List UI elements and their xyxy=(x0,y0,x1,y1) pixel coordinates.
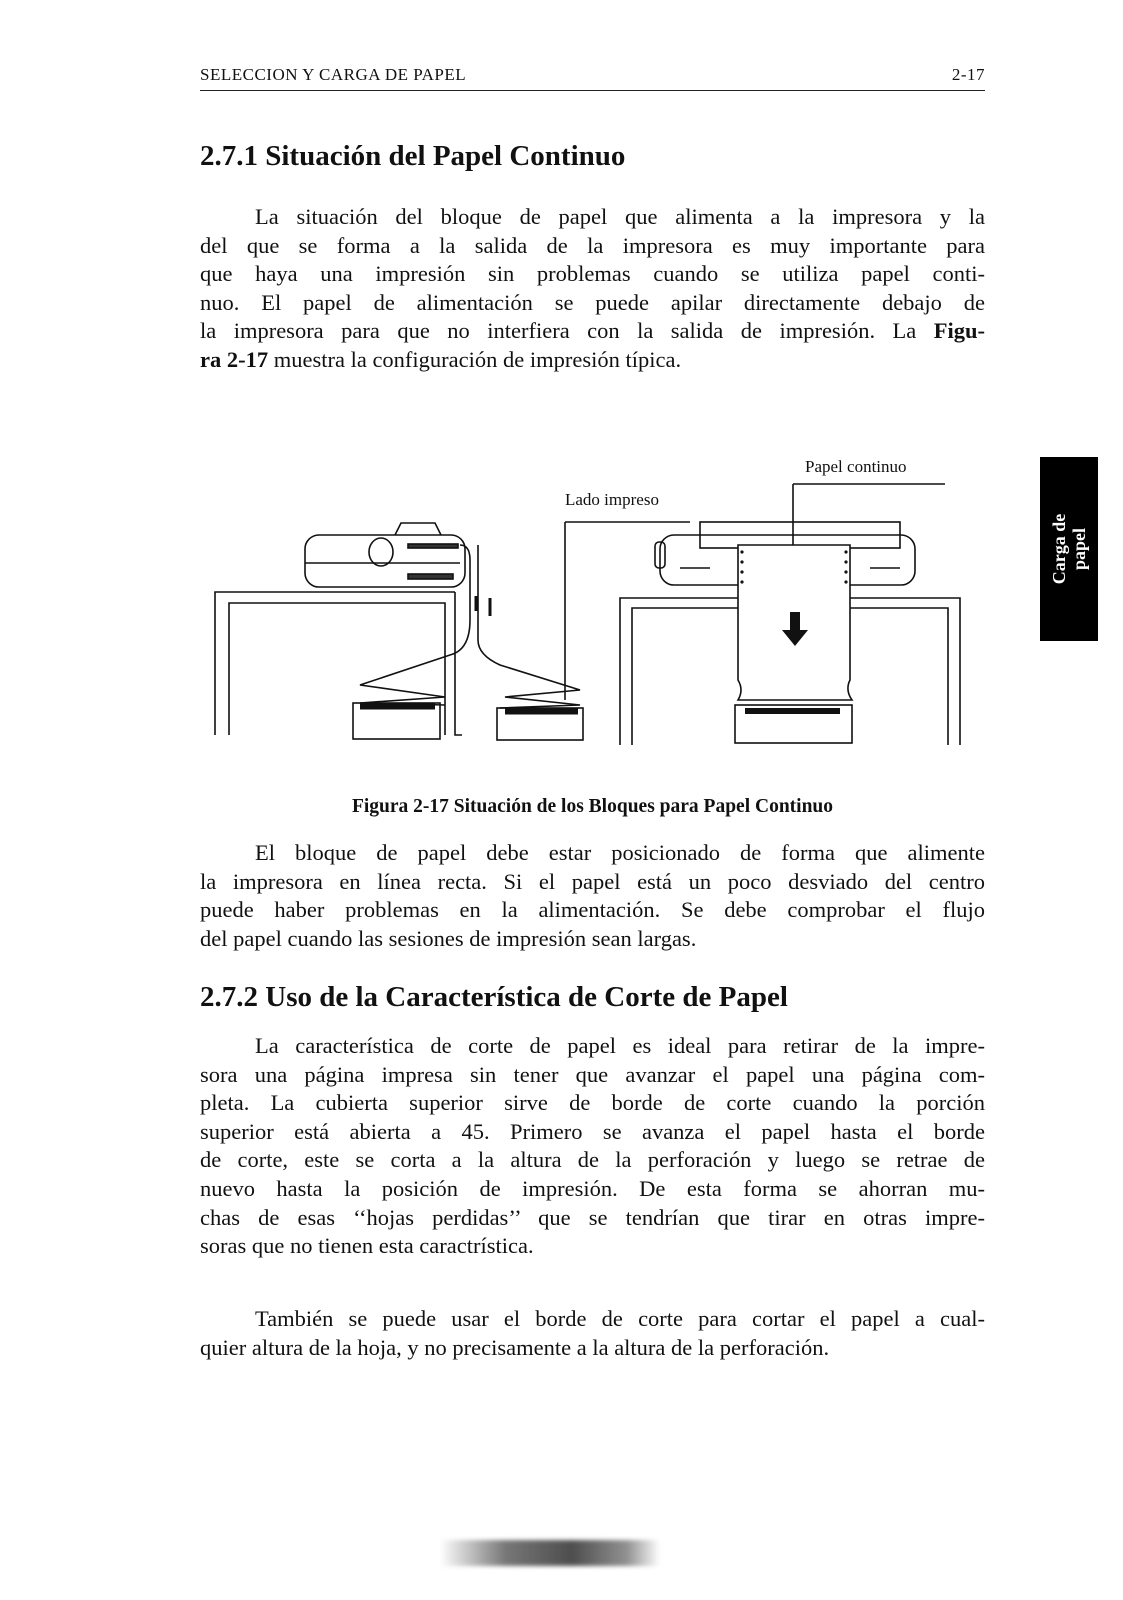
bold-text: ra 2-17 xyxy=(200,346,269,372)
paragraph xyxy=(200,1032,985,1261)
bold-text: Figu- xyxy=(933,318,985,344)
text-run: del que se forma a la salida de la impresora es muy importante para xyxy=(200,232,985,258)
text-line xyxy=(200,1146,985,1175)
text-run: La característica de corte de papel es ideal para retirar de la impre- xyxy=(255,1033,985,1058)
left-printer-illustration xyxy=(305,523,465,587)
text-run: También se puede usar el borde de corte para cortar el papel a cual- xyxy=(255,1306,985,1331)
text-line xyxy=(200,868,985,897)
side-tab-line2: papel xyxy=(1069,528,1089,571)
text-line xyxy=(200,1305,985,1334)
header-title: SELECCION Y CARGA DE PAPEL xyxy=(200,65,467,84)
page-number: 2-17 xyxy=(951,65,985,84)
text-run: pleta. La cubierta superior sirve de borde de corte cuando la porción xyxy=(200,1090,985,1116)
text-run: sora una página impresa sin tener que avanzar el papel una página com- xyxy=(200,1061,985,1087)
text-line xyxy=(200,896,985,925)
paragraph xyxy=(200,839,985,953)
text-run: quier altura de la hoja, y no precisamente a la altura de la perforación. xyxy=(200,1334,830,1360)
label-lado-impreso: Lado impreso xyxy=(565,490,659,509)
text-run: la impresora en línea recta. Si el papel está un poco desviado del centro xyxy=(200,868,985,894)
text-line xyxy=(200,1032,985,1061)
side-tab-carga-de-papel[interactable] xyxy=(1040,457,1098,641)
text-line xyxy=(200,1089,985,1118)
text-line xyxy=(200,925,985,954)
text-run: El bloque de papel debe estar posicionado de forma que alimente xyxy=(255,840,985,865)
text-run: chas de esas ‘‘hojas perdidas’’ que se tendrían que tirar en otras impre- xyxy=(200,1204,985,1230)
text-run: muestra la configuración de impresión típica. xyxy=(268,346,682,372)
text-run: que haya una impresión sin problemas cuando se utiliza papel conti- xyxy=(200,261,985,287)
text-line xyxy=(200,839,985,868)
label-papel-continuo: Papel continuo xyxy=(805,457,907,476)
text-line xyxy=(200,1118,985,1147)
text-run: del papel cuando las sesiones de impresión sean largas. xyxy=(200,925,697,951)
paragraph xyxy=(200,1305,985,1362)
scan-artifact xyxy=(440,1540,660,1566)
text-run: nuevo hasta la posición de impresión. De esta forma se ahorran mu- xyxy=(200,1175,985,1201)
text-run: nuo. El papel de alimentación se puede apilar directamente debajo de xyxy=(200,289,985,315)
text-line xyxy=(200,1334,985,1363)
text-run: La situación del bloque de papel que alimenta a la impresora y la xyxy=(255,204,985,229)
text-run: de corte, este se corta a la altura de la perforación y luego se retrae de xyxy=(200,1147,985,1173)
text-run: soras que no tienen esta caractrística. xyxy=(200,1233,534,1259)
text-run: la impresora para que no interfiera con la salida de impresión. La xyxy=(200,318,934,344)
text-line xyxy=(200,1175,985,1204)
text-line xyxy=(200,1232,985,1261)
text-run: puede haber problemas en la alimentación. Se debe comprobar el flujo xyxy=(200,897,985,923)
section-heading-2-7-2: 2.7.2 Uso de la Característica de Corte de Papel xyxy=(200,981,788,1013)
figure-caption: Figura 2-17 Situación de los Bloques para Papel Continuo xyxy=(351,796,834,817)
section-heading-2-7-1: 2.7.1 Situación del Papel Continuo xyxy=(200,140,626,172)
text-run: superior está abierta a 45. Primero se avanza el papel hasta el borde xyxy=(200,1118,985,1144)
text-line xyxy=(200,1061,985,1090)
text-line xyxy=(200,1204,985,1233)
side-tab-line1: Carga de xyxy=(1049,513,1069,585)
